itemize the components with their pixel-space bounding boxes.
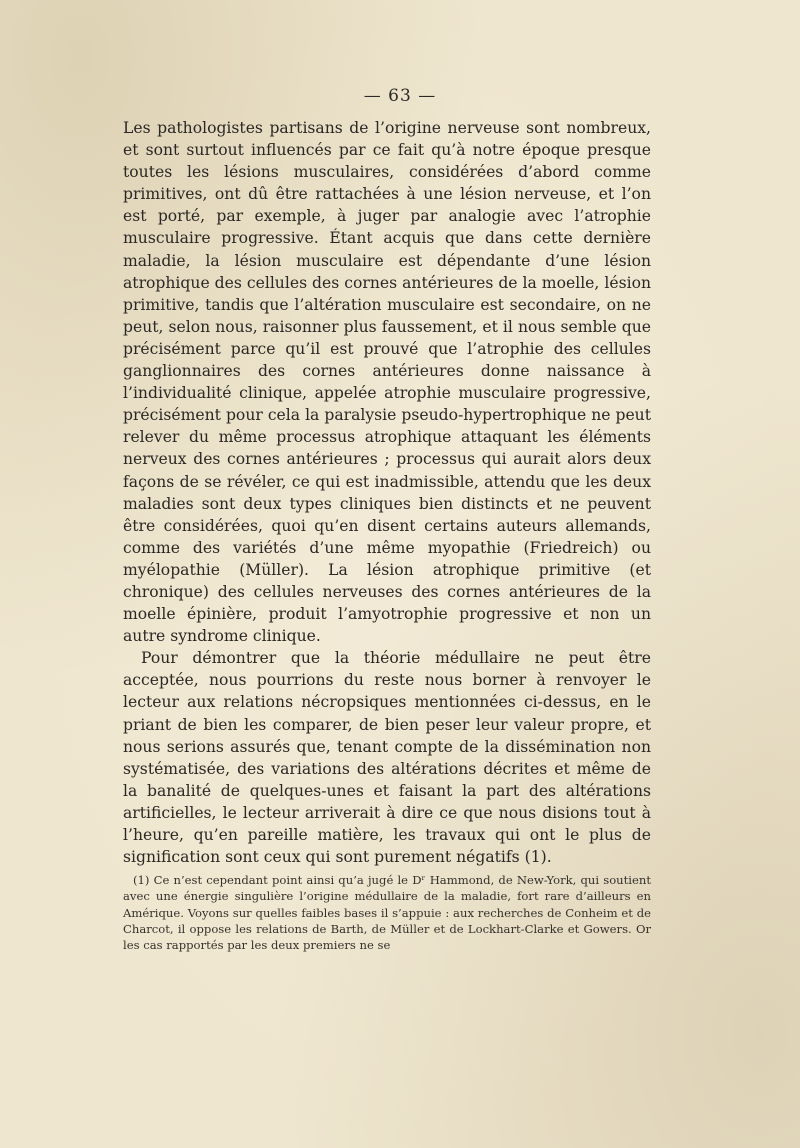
footnotes [123,872,651,953]
paragraph-1: Les pathologistes partisans de l’origine nerveuse sont nombreux, et sont surtout influencés par ce fait qu’à notre époque presque toutes les lésions musculaires, considérées d’abord comme primitives, ont dû être rattachées à une lésion nerveuse, et l’on est porté, par exemple, à juger par analogie avec l’atrophie musculaire progressive. Étant acquis que dans cette dernière maladie, la lésion musculaire est dépendante d’une lésion atrophique des cellules des cornes antérieures de la moelle, lésion primitive, tandis que l’altération musculaire est secondaire, on ne peut, selon nous, raisonner plus faussement, et il nous semble que précisément parce qu’il est prouvé que l’atrophie des cellules ganglionnaires des cornes antérieures donne naissance à l’individualité clinique, appelée atrophie musculaire progressive, précisément pour cela la paralysie pseudo-hypertrophique ne peut relever du même processus atrophique attaquant les éléments nerveux des cornes antérieures ; processus qui aurait alors deux façons de se révéler, ce qui est inadmissible, attendu que les deux maladies sont deux types cliniques bien distincts et ne peuvent être considérées, quoi qu’en disent certains auteurs allemands, comme des variétés d’une même myopathie (Friedreich) ou myélopathie (Müller). La lésion atrophique primitive (et chronique) des cellules nerveuses des cornes antérieures de la moelle épinière, produit l’amyotrophie progressive et non un autre syndrome clinique. [123,119,651,646]
paragraph-2: Pour démontrer que la théorie médullaire ne peut être acceptée, nous pourrions du reste nous borner à renvoyer le lecteur aux relations nécropsiques mentionnées ci-dessus, en le priant de bien les comparer, de bien peser leur valeur propre, et nous serions assurés que, tenant compte de la dissémination non systématisée, des variations des altérations décrites et même de la banalité de quelques-unes et faisant la part des altérations artificielles, le lecteur arriverait à dire ce que nous disions tout à l’heure, qu’en pareille matière, les travaux qui ont le plus de signification sont ceux qui sont purement négatifs (1). [123,649,651,867]
body-text [123,117,651,868]
footnote-1: (1) Ce n’est cependant point ainsi qu’a jugé le Dʳ Hammond, de New-York, qui soutient avec une énergie singulière l’origine médullaire de la maladie, fort rare d’ailleurs en Amérique. Voyons sur quelles faibles bases il s’appuie : aux recherches de Conheim et de Charcot, il oppose les relations de Barth, de Müller et de Lockhart-Clarke et Gowers. Or les cas rapportés par les deux premiers ne se [123,873,651,953]
page-number: — 63 — [363,86,437,106]
